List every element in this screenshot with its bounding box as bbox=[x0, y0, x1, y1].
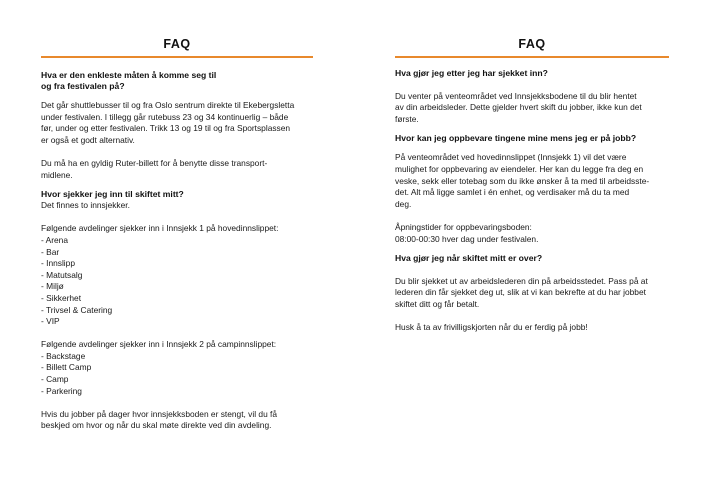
faq-content-right bbox=[395, 68, 669, 334]
checkin1-list bbox=[41, 235, 313, 328]
list-item: - Sikkerhet bbox=[41, 292, 82, 303]
title-divider bbox=[41, 56, 313, 58]
answer-after-checkin: Du venter på venteområdet ved Innsjekksbodene til du blir hentet av din arbeidsleder. Dette gjelder hvert skift du jobber, ikke kun det første. bbox=[395, 90, 642, 124]
faq-content-left bbox=[41, 70, 313, 432]
answer-closed-days: Hvis du jobber på dager hvor innsjekksboden er stengt, vil du få beskjed om hvor og når du skal møte direkte ved din avdeling. bbox=[41, 408, 278, 431]
list-item: - Innslipp bbox=[41, 258, 75, 269]
list-item: - Parkering bbox=[41, 385, 82, 396]
checkin1-intro: Følgende avdelinger sjekker inn i Innsjekk 1 på hovedinnslippet: bbox=[41, 223, 279, 234]
faq-page-left bbox=[0, 0, 354, 500]
answer-checkin: Det finnes to innsjekker. bbox=[41, 200, 130, 211]
list-item: - Billett Camp bbox=[41, 362, 92, 373]
faq-page-right bbox=[355, 0, 709, 500]
page-title: FAQ bbox=[163, 37, 191, 51]
answer-storage: På venteområdet ved hovedinnslippet (Innsjekk 1) vil det være mulighet for oppbevaring av eiendeler. Her kan du legge fra deg en veske, sekk eller totebag som du ikke ønsker å ta med til arbeidsste- det. Alt må ligge samlet i én enhet, og verdisaker må du ta med deg. bbox=[395, 152, 650, 209]
list-item: - Arena bbox=[41, 234, 69, 245]
list-item: - Bar bbox=[41, 246, 60, 257]
checkin2-list bbox=[41, 351, 313, 397]
answer-transport: Det går shuttlebusser til og fra Oslo sentrum direkte til Ekebergsletta under festivalen. I tillegg går rutebuss 23 og 34 kontinuerlig – både før, under og etter festivalen. Trikk 13 og 19 til og fra Sportsplassen er også et godt alternativ. bbox=[41, 100, 295, 145]
list-item: - Matutsalg bbox=[41, 269, 83, 280]
question-checkin: Hvor sjekker jeg inn til skiftet mitt? bbox=[41, 189, 184, 200]
checkin2-intro: Følgende avdelinger sjekker inn i Innsjekk 2 på campinnslippet: bbox=[41, 339, 277, 350]
list-item: - Trivsel & Catering bbox=[41, 304, 113, 315]
reminder-shirt: Husk å ta av frivilligskjorten når du er ferdig på jobb! bbox=[395, 322, 588, 333]
list-item: - Backstage bbox=[41, 350, 86, 361]
storage-hours: Åpningstider for oppbevaringsboden: 08:00-00:30 hver dag under festivalen. bbox=[395, 221, 539, 244]
question-storage: Hvor kan jeg oppbevare tingene mine mens jeg er på jobb? bbox=[395, 133, 637, 144]
question-transport: Hva er den enkleste måten å komme seg til og fra festivalen på? bbox=[41, 70, 217, 91]
answer-shift-over: Du blir sjekket ut av arbeidslederen din på arbeidsstedet. Pass på at lederen din får sjekket deg ut, slik at vi kan bekrefte at du har jobbet skiftet ditt og får betalt. bbox=[395, 275, 648, 309]
page-title: FAQ bbox=[518, 37, 546, 51]
question-after-checkin: Hva gjør jeg etter jeg har sjekket inn? bbox=[395, 68, 548, 78]
title-divider bbox=[395, 56, 669, 58]
list-item: - VIP bbox=[41, 316, 60, 327]
list-item: - Miljø bbox=[41, 281, 64, 292]
answer-ticket: Du må ha en gyldig Ruter-billett for å benytte disse transport- midlene. bbox=[41, 157, 268, 180]
list-item: - Camp bbox=[41, 374, 69, 385]
question-shift-over: Hva gjør jeg når skiftet mitt er over? bbox=[395, 253, 543, 264]
